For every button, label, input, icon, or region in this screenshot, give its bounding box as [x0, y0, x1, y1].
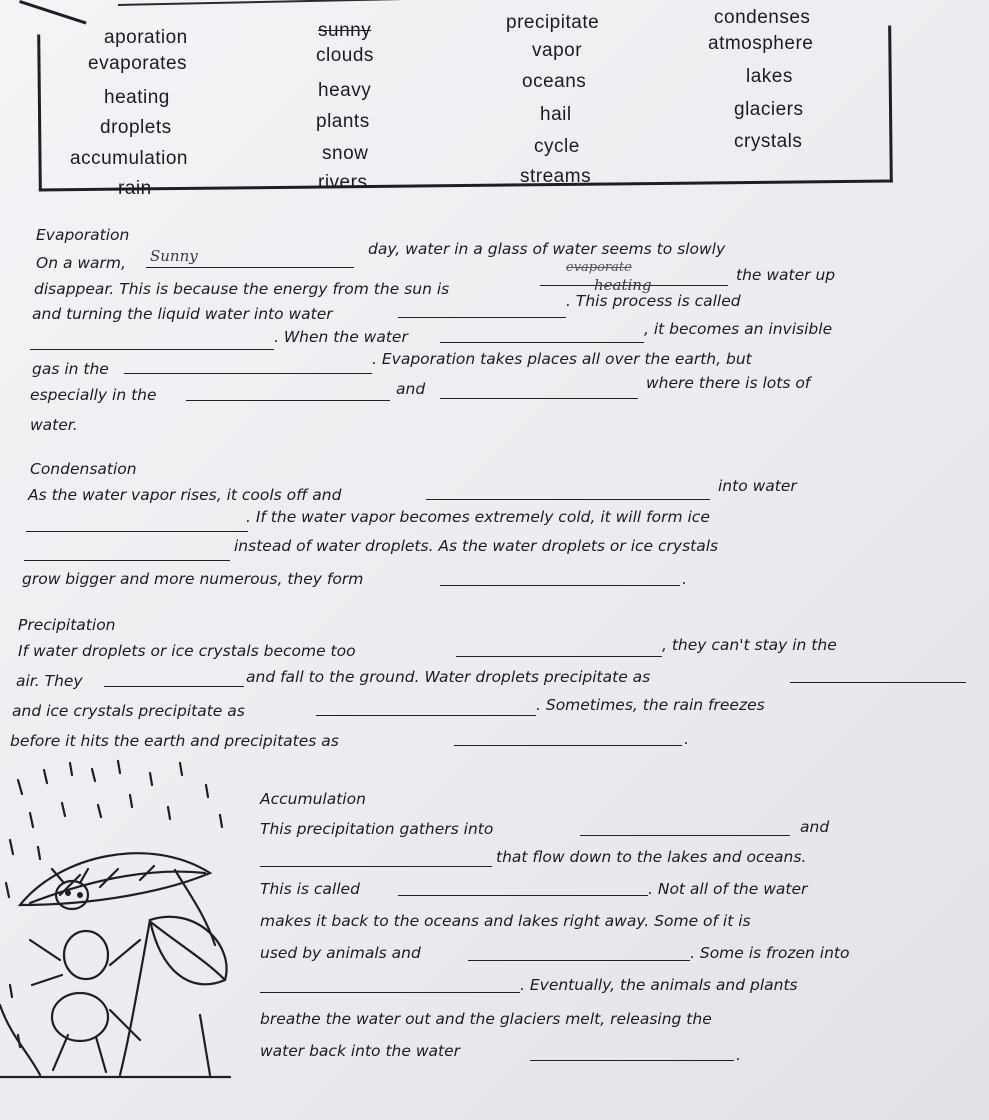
condensation-text: grow bigger and more numerous, they form [22, 570, 364, 588]
blank-precipitate[interactable] [104, 686, 244, 687]
blank-crystals[interactable] [24, 560, 230, 561]
accumulation-text: This is called [260, 880, 360, 898]
precipitation-text: . [684, 730, 689, 748]
word-bank-item: vapor [532, 40, 583, 61]
blank-cycle[interactable] [530, 1060, 734, 1061]
condensation-text: . [682, 570, 687, 588]
word-bank-item: crystals [734, 131, 803, 152]
blank-accumulation[interactable] [398, 895, 648, 896]
blank-heavy[interactable] [456, 656, 662, 657]
blank-clouds[interactable] [440, 585, 680, 586]
precipitation-text: If water droplets or ice crystals become too [18, 642, 356, 660]
word-bank-item: lakes [746, 66, 793, 87]
word-bank-item: evaporates [88, 53, 188, 74]
word-bank-item: rivers [318, 172, 368, 193]
word-bank-item: condenses [714, 7, 811, 28]
accumulation-text: and [800, 818, 830, 836]
evaporation-text: . When the water [274, 328, 408, 346]
condensation-text: into water [718, 477, 797, 495]
section-heading-precipitation: Precipitation [18, 616, 116, 634]
word-bank-item: heating [104, 87, 170, 108]
precipitation-text: air. They [16, 672, 83, 690]
accumulation-text: that flow down to the lakes and oceans. [496, 848, 807, 866]
blank-evaporates[interactable] [440, 342, 644, 343]
accumulation-text: . Not all of the water [648, 880, 808, 898]
word-bank-item: streams [520, 166, 592, 187]
handwritten-answer: Sunny [150, 247, 198, 265]
blank-oceans[interactable] [186, 400, 390, 401]
blank-rivers[interactable] [580, 835, 790, 836]
condensation-text: . If the water vapor becomes extremely cold, it will form ice [246, 508, 710, 526]
blank-hail[interactable] [454, 745, 682, 746]
evaporation-text: disappear. This is because the energy from the sun is [34, 280, 450, 298]
precipitation-text: . Sometimes, the rain freezes [536, 696, 765, 714]
evaporation-text: water. [30, 416, 78, 434]
blank-plants[interactable] [468, 960, 690, 961]
accumulation-text: breathe the water out and the glaciers melt, releasing the [260, 1010, 712, 1028]
word-bank-item: glaciers [734, 99, 804, 120]
condensation-text: As the water vapor rises, it cools off and [28, 486, 342, 504]
evaporation-text: the water up [736, 266, 836, 284]
accumulation-text: used by animals and [260, 944, 421, 962]
blank-sunny[interactable] [146, 267, 354, 268]
blank-condenses[interactable] [426, 499, 710, 500]
corner-mark [19, 0, 87, 24]
accumulation-text: . Eventually, the animals and plants [520, 976, 798, 994]
blank-streams[interactable] [260, 866, 492, 867]
accumulation-text: This precipitation gathers into [260, 820, 494, 838]
word-bank-item: snow [322, 143, 369, 164]
blank-atmosphere[interactable] [124, 373, 372, 374]
precipitation-text: and fall to the ground. Water droplets precipitate as [246, 668, 651, 686]
evaporation-text: . This process is called [566, 292, 741, 310]
precipitation-text: before it hits the earth and precipitates as [10, 732, 339, 750]
accumulation-text: makes it back to the oceans and lakes right away. Some of it is [260, 912, 751, 930]
blank-rain[interactable] [790, 682, 966, 683]
word-bank-item: atmosphere [708, 33, 814, 54]
word-bank-item: clouds [316, 45, 374, 66]
word-bank-item: aporation [104, 27, 188, 48]
word-bank-item: sunny [318, 20, 372, 41]
blank-evaporation[interactable] [30, 349, 274, 350]
crossed-out-answer: evaporate [566, 260, 632, 275]
evaporation-text: especially in the [30, 386, 157, 404]
evaporation-text: . Evaporation takes places all over the earth, but [372, 350, 752, 368]
accumulation-text: . [736, 1046, 741, 1064]
blank-lakes[interactable] [440, 398, 638, 399]
evaporation-text: On a warm, [36, 254, 126, 272]
word-bank-item: precipitate [506, 12, 600, 33]
evaporation-text: day, water in a glass of water seems to slowly [368, 240, 726, 258]
word-bank-item: rain [118, 178, 152, 199]
evaporation-text: , it becomes an invisible [644, 320, 833, 338]
word-bank-item: heavy [318, 80, 372, 101]
precipitation-text: , they can't stay in the [662, 636, 837, 654]
blank-glaciers[interactable] [260, 992, 520, 993]
evaporation-text: where there is lots of [646, 374, 811, 392]
accumulation-text: water back into the water [260, 1042, 460, 1060]
top-rule [118, 0, 898, 6]
condensation-text: instead of water droplets. As the water droplets or ice crystals [234, 537, 719, 555]
word-bank-item: oceans [522, 71, 587, 92]
section-heading-accumulation: Accumulation [260, 790, 366, 808]
blank-droplets[interactable] [26, 531, 248, 532]
section-heading-condensation: Condensation [30, 460, 137, 478]
blank-vapor[interactable] [398, 317, 566, 318]
evaporation-text: and turning the liquid water into water [32, 305, 333, 323]
ant-in-rain-illustration [0, 755, 260, 1085]
word-bank-item: hail [540, 104, 572, 125]
word-bank-item: accumulation [70, 148, 188, 169]
word-bank-item: droplets [100, 117, 172, 138]
handwritten-answer: heating [594, 276, 652, 294]
accumulation-text: . Some is frozen into [690, 944, 850, 962]
section-heading-evaporation: Evaporation [36, 226, 130, 244]
word-bank-item: cycle [534, 136, 580, 157]
evaporation-text: gas in the [32, 360, 109, 378]
word-bank-item: plants [316, 111, 370, 132]
blank-snow[interactable] [316, 715, 536, 716]
evaporation-text: and [396, 380, 426, 398]
precipitation-text: and ice crystals precipitate as [12, 702, 245, 720]
